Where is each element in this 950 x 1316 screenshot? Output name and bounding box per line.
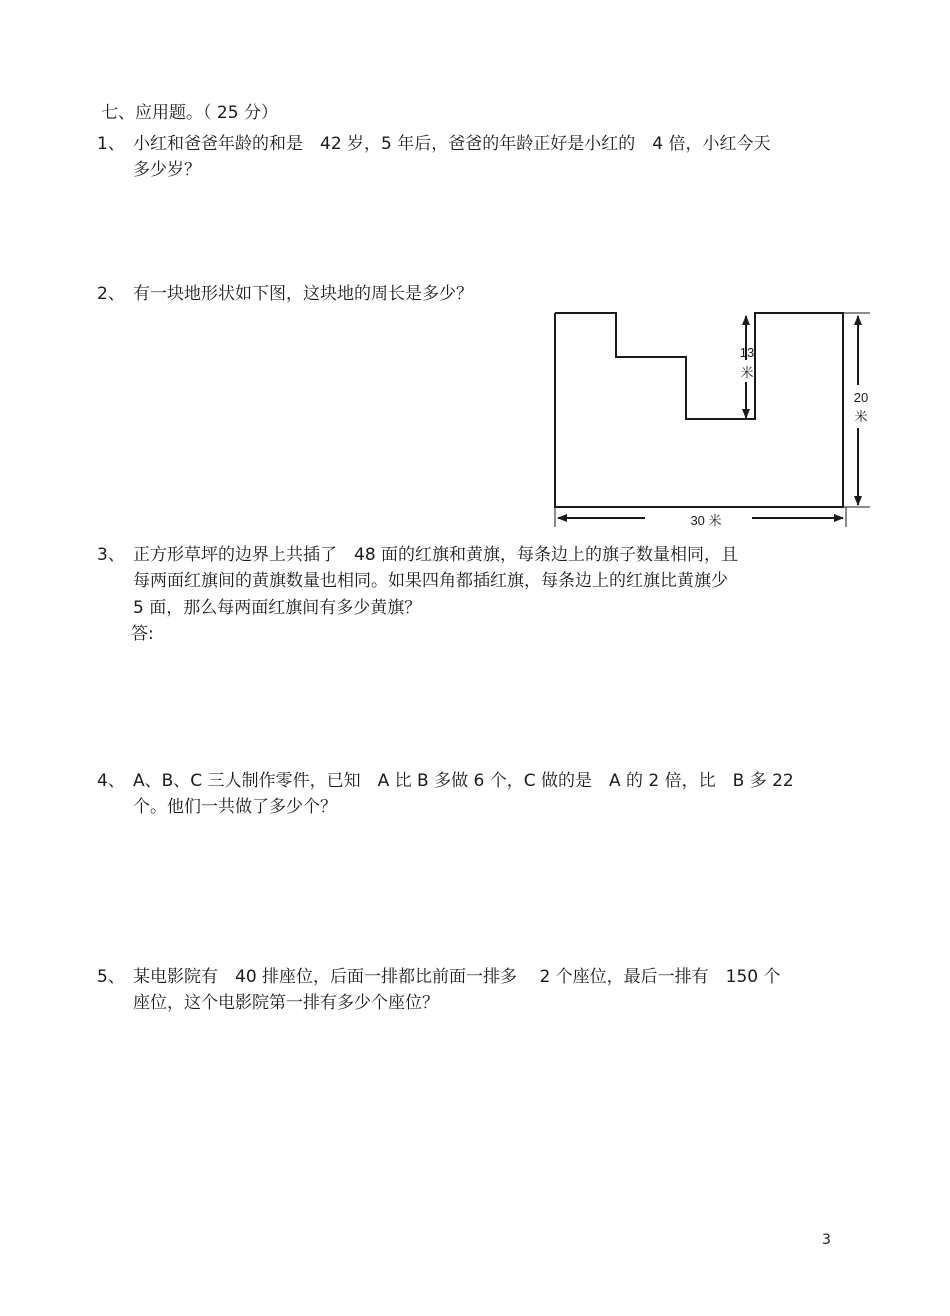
question-3-answer-label: 答: (131, 624, 154, 644)
question-3-line-1: 正方形草坪的边界上共插了 48 面的红旗和黄旗，每条边上的旗子数量相同，且 (133, 545, 739, 565)
question-1-number: 1、 (97, 134, 125, 154)
question-3-number: 3、 (97, 545, 125, 565)
land-outline (555, 313, 843, 507)
section-title: 七、应用题。（ 25 分） (101, 103, 278, 123)
question-5-number: 5、 (97, 967, 125, 987)
question-4-line-1: A、B、C 三人制作零件，已知 A 比 B 多做 6 个，C 做的是 A 的 2 倍，比 B 多 22 (133, 771, 794, 791)
question-1-line-2: 多少岁？ (133, 160, 201, 180)
question-3-line-3: 5 面，那么每两面红旗间有多少黄旗？ (133, 598, 422, 618)
label-13: 13 (739, 345, 755, 360)
label-20-unit: 米 (854, 409, 868, 424)
question-2-line-1: 有一块地形状如下图，这块地的周长是多少？ (133, 284, 473, 304)
question-3-line-2: 每两面红旗间的黄旗数量也相同。如果四角都插红旗，每条边上的红旗比黄旗少 (133, 571, 728, 591)
label-13-unit: 米 (740, 365, 754, 380)
question-4-number: 4、 (97, 771, 125, 791)
question-4-line-2: 个。他们一共做了多少个？ (133, 797, 337, 817)
question-1-line-1: 小红和爸爸年龄的和是 42 岁，5 年后，爸爸的年龄正好是小红的 4 倍，小红今天 (133, 134, 771, 154)
question-5-line-1: 某电影院有 40 排座位，后面一排都比前面一排多 2 个座位，最后一排有 150 个 (133, 967, 781, 987)
page-number: 3 (822, 1232, 831, 1248)
question-5-line-2: 座位，这个电影院第一排有多少个座位？ (133, 993, 439, 1013)
question-2-number: 2、 (97, 284, 125, 304)
label-30: 30 米 (690, 513, 722, 528)
label-20: 20 (853, 390, 869, 405)
